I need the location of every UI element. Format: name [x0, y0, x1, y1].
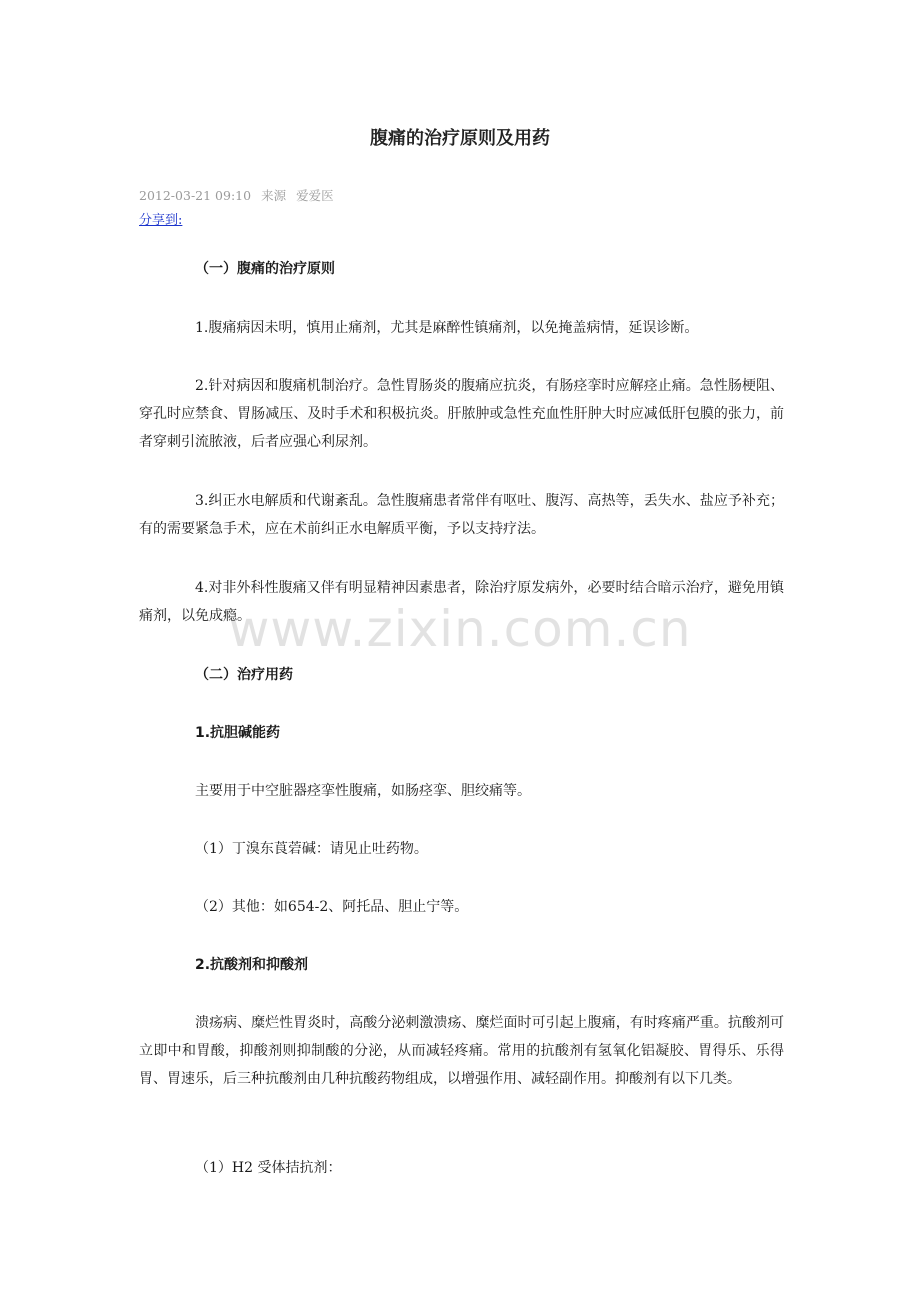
- drug-1-item-2: （2）其他：如654-2、阿托品、胆止宁等。: [195, 899, 469, 915]
- publish-datetime: 2012-03-21 09:10: [139, 188, 252, 203]
- drug-1-item-1: （1）丁溴东莨菪碱：请见止吐药物。: [195, 841, 428, 857]
- paragraph-1: 1.腹痛病因未明，慎用止痛剂，尤其是麻醉性镇痛剂，以免掩盖病情，延误诊断。: [195, 320, 699, 336]
- source-name: 爱爱医: [296, 188, 334, 203]
- article-meta: [139, 186, 340, 204]
- source-label: 来源: [261, 188, 287, 203]
- paragraph-2: 2.针对病因和腹痛机制治疗。急性胃肠炎的腹痛应抗炎，有肠痉挛时应解痉止痛。急性肠梗阻、穿孔时应禁食、胃肠减压、及时手术和积极抗炎。肝脓肿或急性充血性肝肿大时应减低肝包膜的张力，前者穿刺引流脓液，后者应强心利尿剂。: [139, 378, 784, 450]
- paragraph-3: 3.纠正水电解质和代谢紊乱。急性腹痛患者常伴有呕吐、腹泻、高热等，丢失水、盐应予补充；有的需要紧急手术，应在术前纠正水电解质平衡，予以支持疗法。: [139, 493, 784, 537]
- watermark-text: www.zixin.com.cn: [228, 600, 692, 658]
- section-heading-drugs: （二）治疗用药: [195, 667, 293, 683]
- drug-heading-antacid: 2.抗酸剂和抑酸剂: [195, 957, 309, 973]
- paragraph-4: 4.对非外科性腹痛又伴有明显精神因素患者，除治疗原发病外，必要时结合暗示治疗，避免用镇痛剂，以免成瘾。: [139, 580, 784, 624]
- drug-2-description: 溃疡病、糜烂性胃炎时，高酸分泌刺激溃疡、糜烂面时可引起上腹痛，有时疼痛严重。抗酸剂可立即中和胃酸，抑酸剂则抑制酸的分泌，从而减轻疼痛。常用的抗酸剂有氢氧化铝凝胶、胃得乐、乐得胃、胃速乐，后三种抗酸剂由几种抗酸药物组成，以增强作用、减轻副作用。抑酸剂有以下几类。: [139, 1015, 784, 1087]
- drug-1-description: 主要用于中空脏器痉挛性腹痛，如肠痉挛、胆绞痛等。: [195, 783, 531, 799]
- article-title: 腹痛的治疗原则及用药: [370, 128, 550, 149]
- share-link[interactable]: 分享到:: [139, 213, 183, 228]
- section-heading-principles: （一）腹痛的治疗原则: [195, 261, 335, 277]
- drug-heading-anticholinergic: 1.抗胆碱能药: [195, 725, 281, 741]
- drug-2-item-1: （1）H2 受体拮抗剂：: [195, 1160, 342, 1176]
